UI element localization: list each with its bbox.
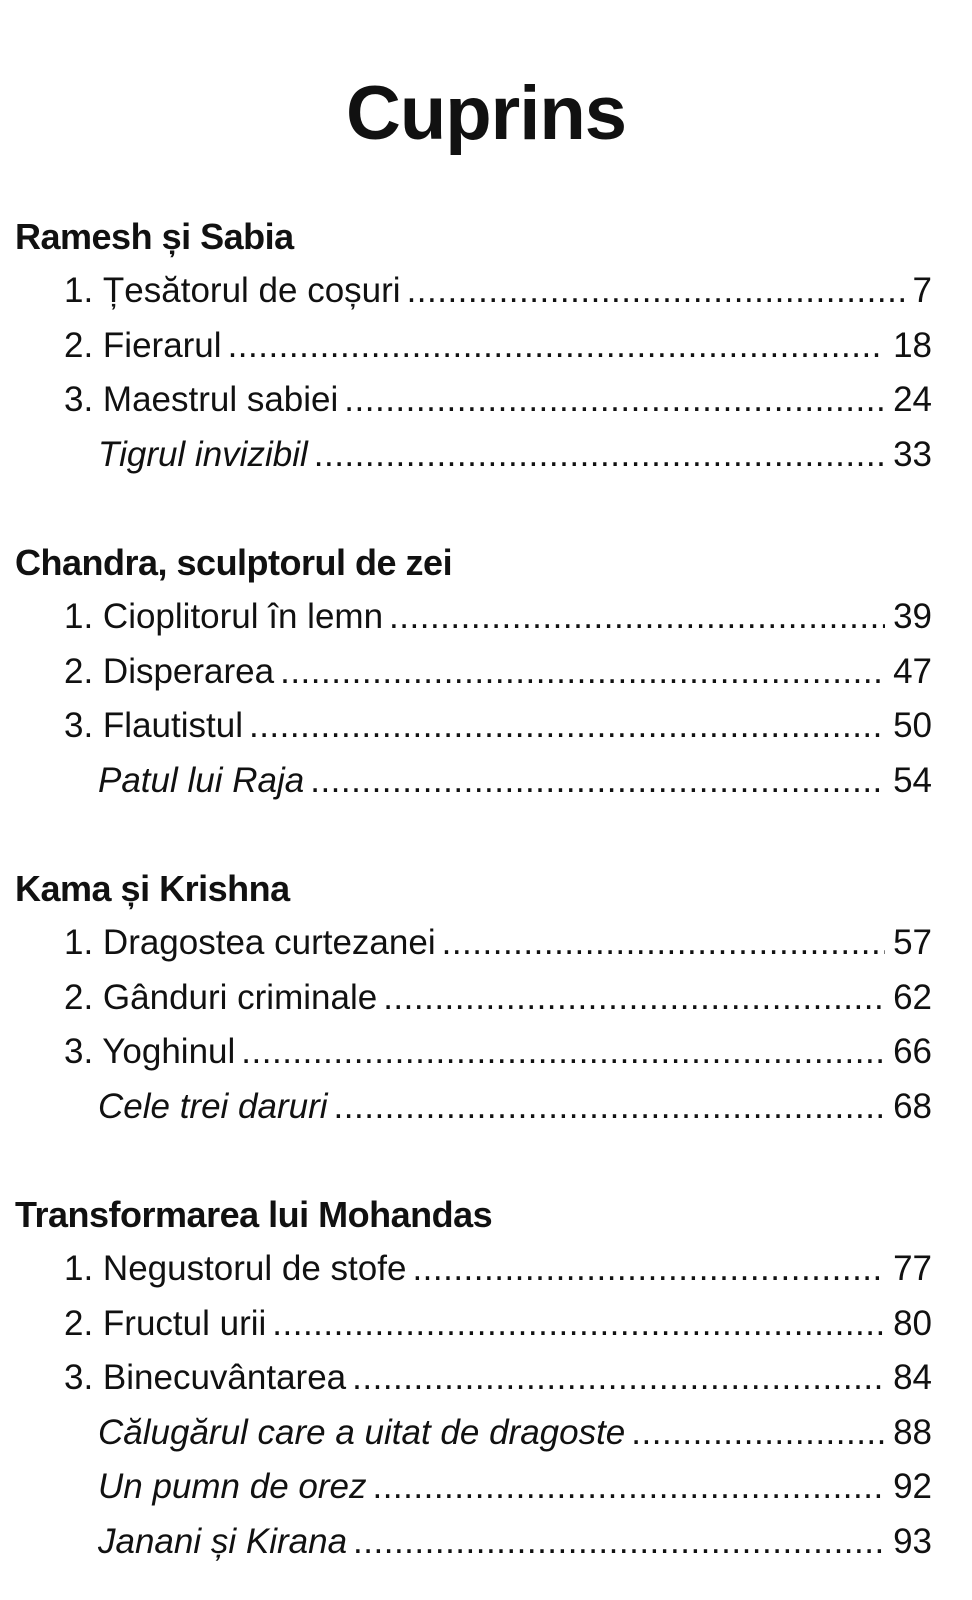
page-number: 80 [893,1303,932,1343]
section-title: Chandra, sculptorul de zei [15,542,453,583]
toc-entry[interactable] [0,1515,972,1570]
dot-leader [353,1515,885,1570]
dot-leader [334,1080,886,1135]
dot-leader [310,754,885,809]
dot-leader [383,971,885,1026]
toc-section [0,1188,972,1569]
section-title: Ramesh și Sabia [15,216,294,257]
page-number: 50 [893,706,932,745]
entry-title: Tigrul invizibil [98,434,308,474]
page-number: 92 [893,1467,932,1506]
dot-leader [352,1351,885,1406]
page-number: 39 [893,597,932,636]
dot-leader [631,1406,885,1461]
toc-section [0,536,972,808]
toc-entry[interactable] [0,1460,972,1515]
entry-title: 2. Fierarul [64,325,222,365]
entry-title: 1. Țesătorul de coșuri [64,271,401,310]
toc-entry[interactable] [0,590,972,645]
dot-leader [344,373,885,428]
toc-entry[interactable] [0,264,972,319]
toc-entry[interactable] [0,1025,972,1080]
page-number: 7 [912,271,932,310]
entry-title: 2. Gânduri criminale [64,977,378,1017]
toc-entry[interactable] [0,319,972,374]
entry-title: 1. Dragostea curtezanei [64,923,436,962]
entry-title: Un pumn de orez [98,1467,367,1506]
entry-title: 1. Negustorul de stofe [64,1249,407,1288]
toc-entry[interactable] [0,1406,972,1461]
toc-entry[interactable] [0,645,972,700]
toc-entry[interactable] [0,428,972,483]
toc-entry[interactable] [0,916,972,971]
page-title: Cuprins [345,70,627,156]
toc-entry[interactable] [0,1080,972,1135]
page-number: 47 [893,651,932,691]
entry-title: 2. Fructul urii [64,1303,267,1343]
entry-title: Cele trei daruri [98,1086,328,1126]
dot-leader [389,590,885,645]
entry-title: Călugărul care a uitat de dragoste [98,1412,626,1452]
page-number: 84 [893,1358,932,1397]
dot-leader [249,699,885,754]
page-number: 93 [893,1521,932,1561]
toc-section [0,210,972,482]
entry-title: 3. Flautistul [64,706,243,745]
toc-entry[interactable] [0,1242,972,1297]
page-number: 57 [893,923,932,962]
toc-entry[interactable] [0,754,972,809]
page-number: 77 [893,1249,932,1288]
dot-leader [372,1460,885,1515]
dot-leader [280,645,885,700]
dot-leader [407,264,905,319]
page-number: 68 [893,1086,932,1126]
toc-entry[interactable] [0,373,972,428]
section-title: Kama și Krishna [15,868,290,909]
toc-entry[interactable] [0,971,972,1026]
entry-title: Janani și Kirana [98,1521,348,1561]
toc-entry[interactable] [0,1351,972,1406]
dot-leader [272,1297,885,1352]
entry-title: 2. Disperarea [64,651,275,691]
page-number: 66 [893,1032,932,1071]
dot-leader [228,319,886,374]
table-of-contents [0,210,972,1569]
dot-leader [241,1025,885,1080]
section-title: Transformarea lui Mohandas [15,1194,493,1235]
page-number: 62 [893,977,932,1017]
entry-title: 3. Yoghinul [64,1032,236,1071]
page-number: 18 [893,325,932,365]
toc-section [0,862,972,1134]
toc-entry[interactable] [0,699,972,754]
dot-leader [412,1242,885,1297]
page-number: 24 [893,380,932,419]
page-number: 33 [893,434,932,474]
toc-entry[interactable] [0,1297,972,1352]
entry-title: 1. Cioplitorul în lemn [64,597,384,636]
page-number: 54 [893,760,932,800]
entry-title: 3. Binecuvântarea [64,1358,347,1397]
dot-leader [314,428,885,483]
dot-leader [442,916,885,971]
entry-title: Patul lui Raja [98,760,305,800]
page-number: 88 [893,1412,932,1452]
entry-title: 3. Maestrul sabiei [64,380,339,419]
